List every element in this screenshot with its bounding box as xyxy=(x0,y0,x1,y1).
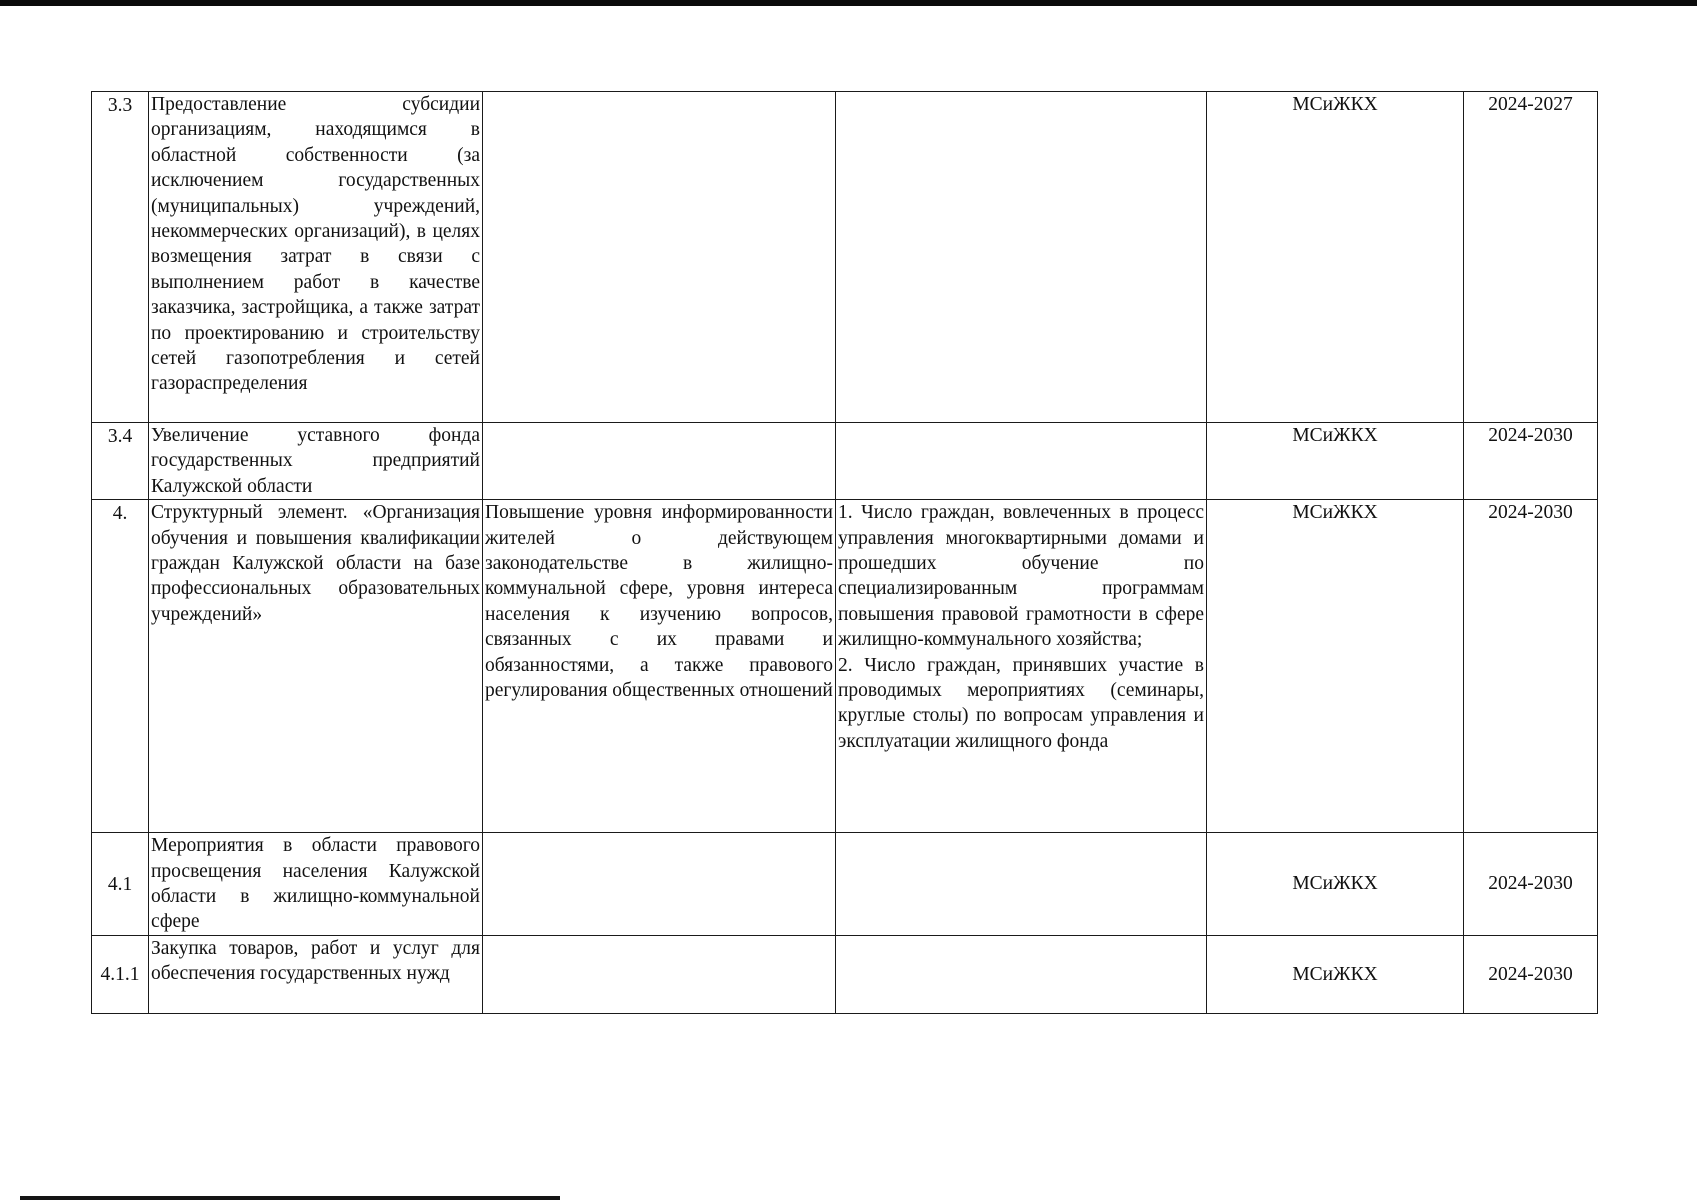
measure-goal xyxy=(483,423,836,500)
row-number: 4.1.1 xyxy=(92,935,149,1013)
measure-goal xyxy=(483,935,836,1013)
row-number: 3.4 xyxy=(92,423,149,500)
measure-period: 2024-2027 xyxy=(1464,92,1598,423)
table-row xyxy=(92,935,1598,1013)
measure-indicators xyxy=(836,92,1207,423)
measure-indicators xyxy=(836,833,1207,936)
measure-name: Структурный элемент. «Организация обучения и повышения квалификации граждан Калужской области на базе профессиональных образовательных учреждений» xyxy=(149,500,483,833)
row-number: 4. xyxy=(92,500,149,833)
measure-name: Предоставление субсидии организациям, находящимся в областной собственности (за исключением государственных (муниципальных) учреждений, некоммерческих организаций), в целях возмещения затрат в связи с выполнением работ в качестве заказчика, застройщика, а также затрат по проектированию и строительству сетей газопотребления и сетей газораспределения xyxy=(149,92,483,423)
measures-table xyxy=(91,91,1598,1014)
measure-executor: МСиЖКХ xyxy=(1207,92,1464,423)
measure-executor: МСиЖКХ xyxy=(1207,500,1464,833)
table-row xyxy=(92,833,1598,936)
measure-indicators xyxy=(836,423,1207,500)
measure-period: 2024-2030 xyxy=(1464,935,1598,1013)
scan-bottom-mark xyxy=(20,1196,560,1200)
measure-name: Закупка товаров, работ и услуг для обеспечения государственных нужд xyxy=(149,935,483,1013)
measure-goal: Повышение уровня информированности жителей о действующем законодательстве в жилищно-коммунальной сфере, уровня интереса населения к изучению вопросов, связанных с их правами и обязанностями, а также правового регулирования общественных отношений xyxy=(483,500,836,833)
measure-indicators xyxy=(836,935,1207,1013)
measure-name: Мероприятия в области правового просвещения населения Калужской области в жилищно-коммунальной сфере xyxy=(149,833,483,936)
measure-executor: МСиЖКХ xyxy=(1207,833,1464,936)
measure-period: 2024-2030 xyxy=(1464,833,1598,936)
indicator-line: 1. Число граждан, вовлеченных в процесс управления многоквартирными домами и прошедших обучение по специализированным программам повышения правовой грамотности в сфере жилищно-коммунального хозяйства; xyxy=(838,502,1204,651)
measure-period: 2024-2030 xyxy=(1464,500,1598,833)
row-number: 4.1 xyxy=(92,833,149,936)
measure-period: 2024-2030 xyxy=(1464,423,1598,500)
scan-top-edge xyxy=(0,0,1697,6)
table-row xyxy=(92,92,1598,423)
measure-indicators xyxy=(836,500,1207,833)
measure-executor: МСиЖКХ xyxy=(1207,935,1464,1013)
measure-executor: МСиЖКХ xyxy=(1207,423,1464,500)
table-row xyxy=(92,500,1598,833)
measure-name: Увеличение уставного фонда государственных предприятий Калужской области xyxy=(149,423,483,500)
row-number: 3.3 xyxy=(92,92,149,423)
indicator-line: 2. Число граждан, принявших участие в проводимых мероприятиях (семинары, круглые столы) по вопросам управления и эксплуатации жилищного фонда xyxy=(838,654,1204,752)
table-row xyxy=(92,423,1598,500)
measure-goal xyxy=(483,833,836,936)
measure-goal xyxy=(483,92,836,423)
